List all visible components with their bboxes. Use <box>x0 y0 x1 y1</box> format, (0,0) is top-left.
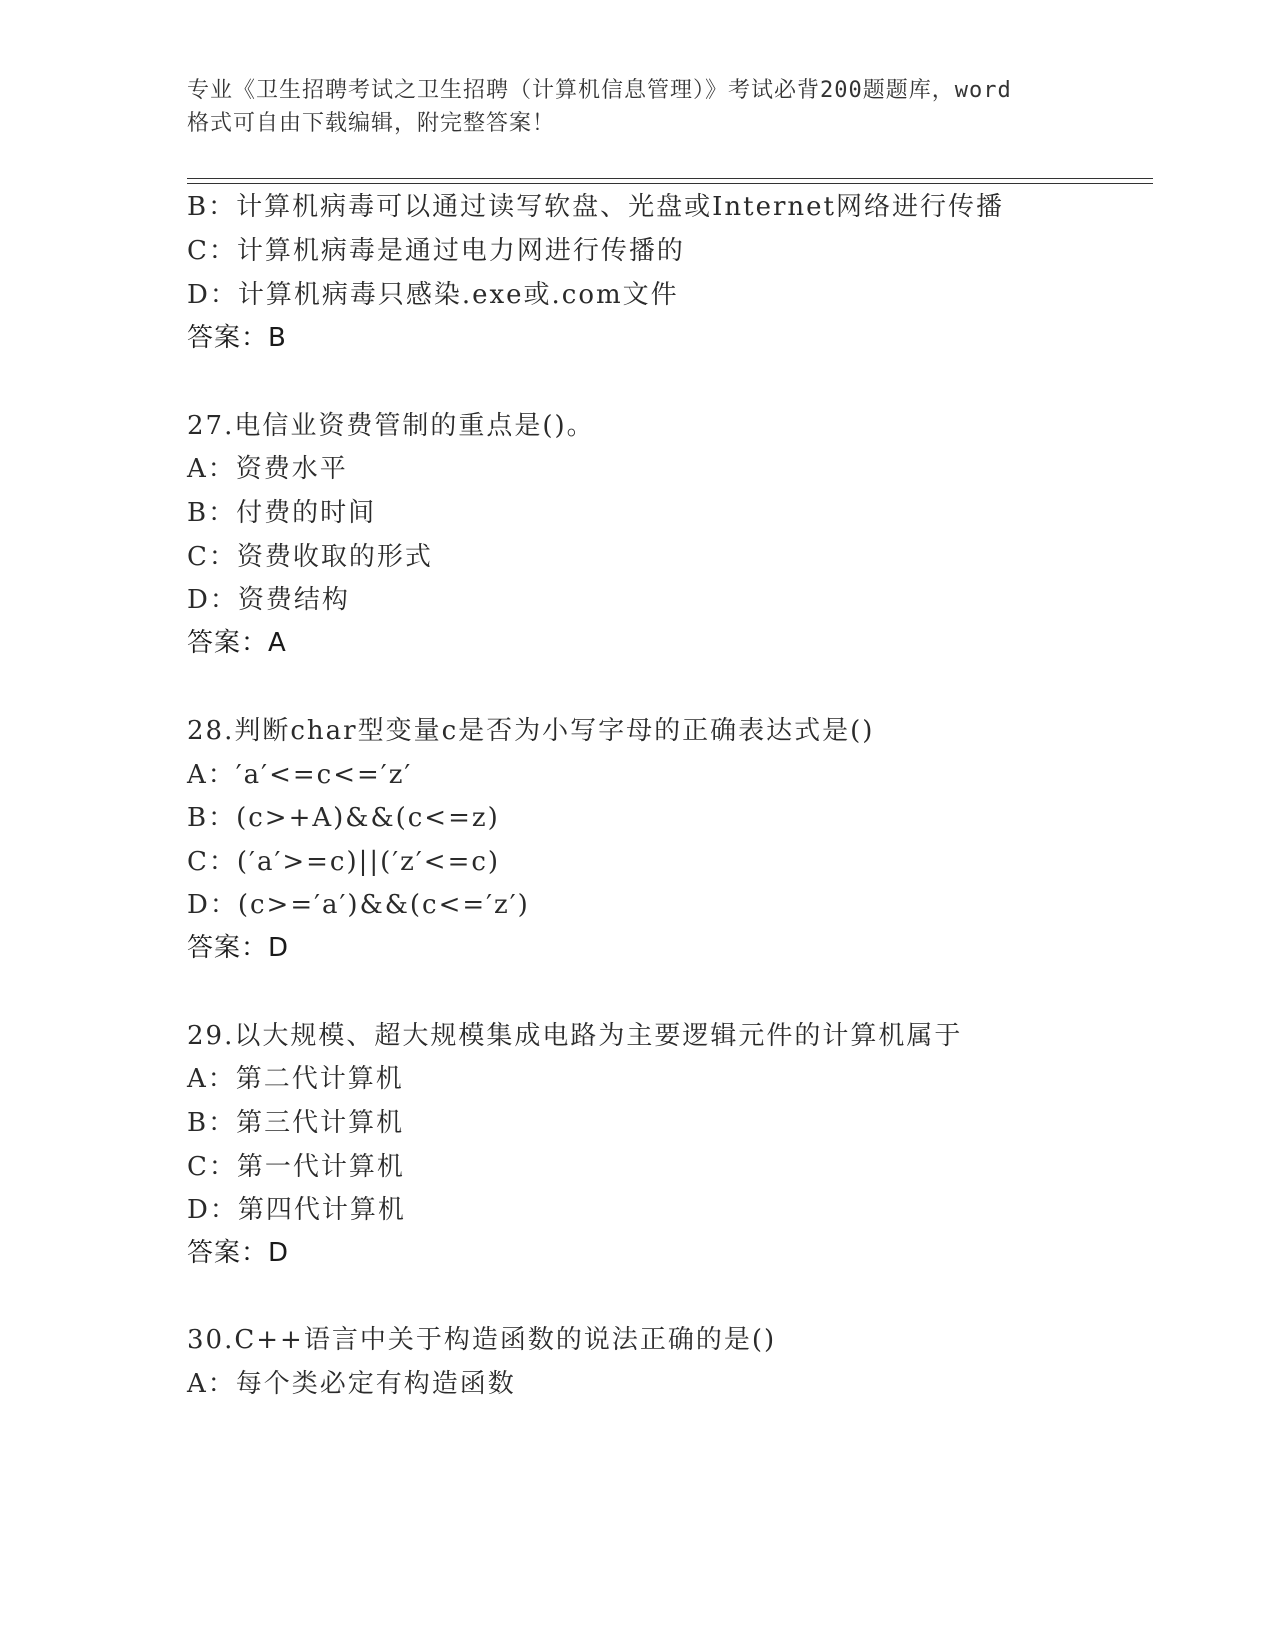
q30-option-a: A：每个类必定有构造函数 <box>187 1369 516 1399</box>
q30-question: 30.C++语言中关于构造函数的说法正确的是() <box>187 1325 777 1355</box>
q29-option-d: D：第四代计算机 <box>187 1195 406 1225</box>
q28-option-d: D：(c>=′a′)&&(c<=′z′) <box>187 890 530 920</box>
q27-answer: 答案：A <box>187 628 287 658</box>
q26-answer: 答案：B <box>187 323 287 353</box>
q26-option-d: D：计算机病毒只感染.exe或.com文件 <box>187 280 679 310</box>
q27-option-b: B：付费的时间 <box>187 498 377 528</box>
q29-option-a: A：第二代计算机 <box>187 1064 404 1094</box>
header-line-1: 专业《卫生招聘考试之卫生招聘（计算机信息管理）》考试必背200题题库，word <box>187 78 1012 103</box>
q27-option-d: D：资费结构 <box>187 585 350 615</box>
q28-option-c: C：(′a′>=c)||(′z′<=c) <box>187 847 501 877</box>
q27-question: 27.电信业资费管制的重点是()。 <box>187 411 595 441</box>
q29-option-b: B：第三代计算机 <box>187 1108 405 1138</box>
q28-question: 28.判断char型变量c是否为小写字母的正确表达式是() <box>187 716 875 746</box>
q28-option-a: A：′a′<=c<=′z′ <box>187 760 413 790</box>
header-divider-bottom <box>187 183 1153 184</box>
q26-option-b: B：计算机病毒可以通过读写软盘、光盘或Internet网络进行传播 <box>187 192 1004 222</box>
q29-answer: 答案：D <box>187 1238 290 1268</box>
q27-option-c: C：资费收取的形式 <box>187 542 433 572</box>
q29-option-c: C：第一代计算机 <box>187 1152 405 1182</box>
q28-answer: 答案：D <box>187 933 290 963</box>
header-line-2: 格式可自由下载编辑，附完整答案！ <box>187 111 556 136</box>
q29-question: 29.以大规模、超大规模集成电路为主要逻辑元件的计算机属于 <box>187 1021 963 1051</box>
header-divider-top <box>187 178 1153 179</box>
q27-option-a: A：资费水平 <box>187 454 348 484</box>
q26-option-c: C：计算机病毒是通过电力网进行传播的 <box>187 236 685 266</box>
document-header <box>187 74 1087 140</box>
q28-option-b: B：(c>+A)&&(c<=z) <box>187 803 500 833</box>
